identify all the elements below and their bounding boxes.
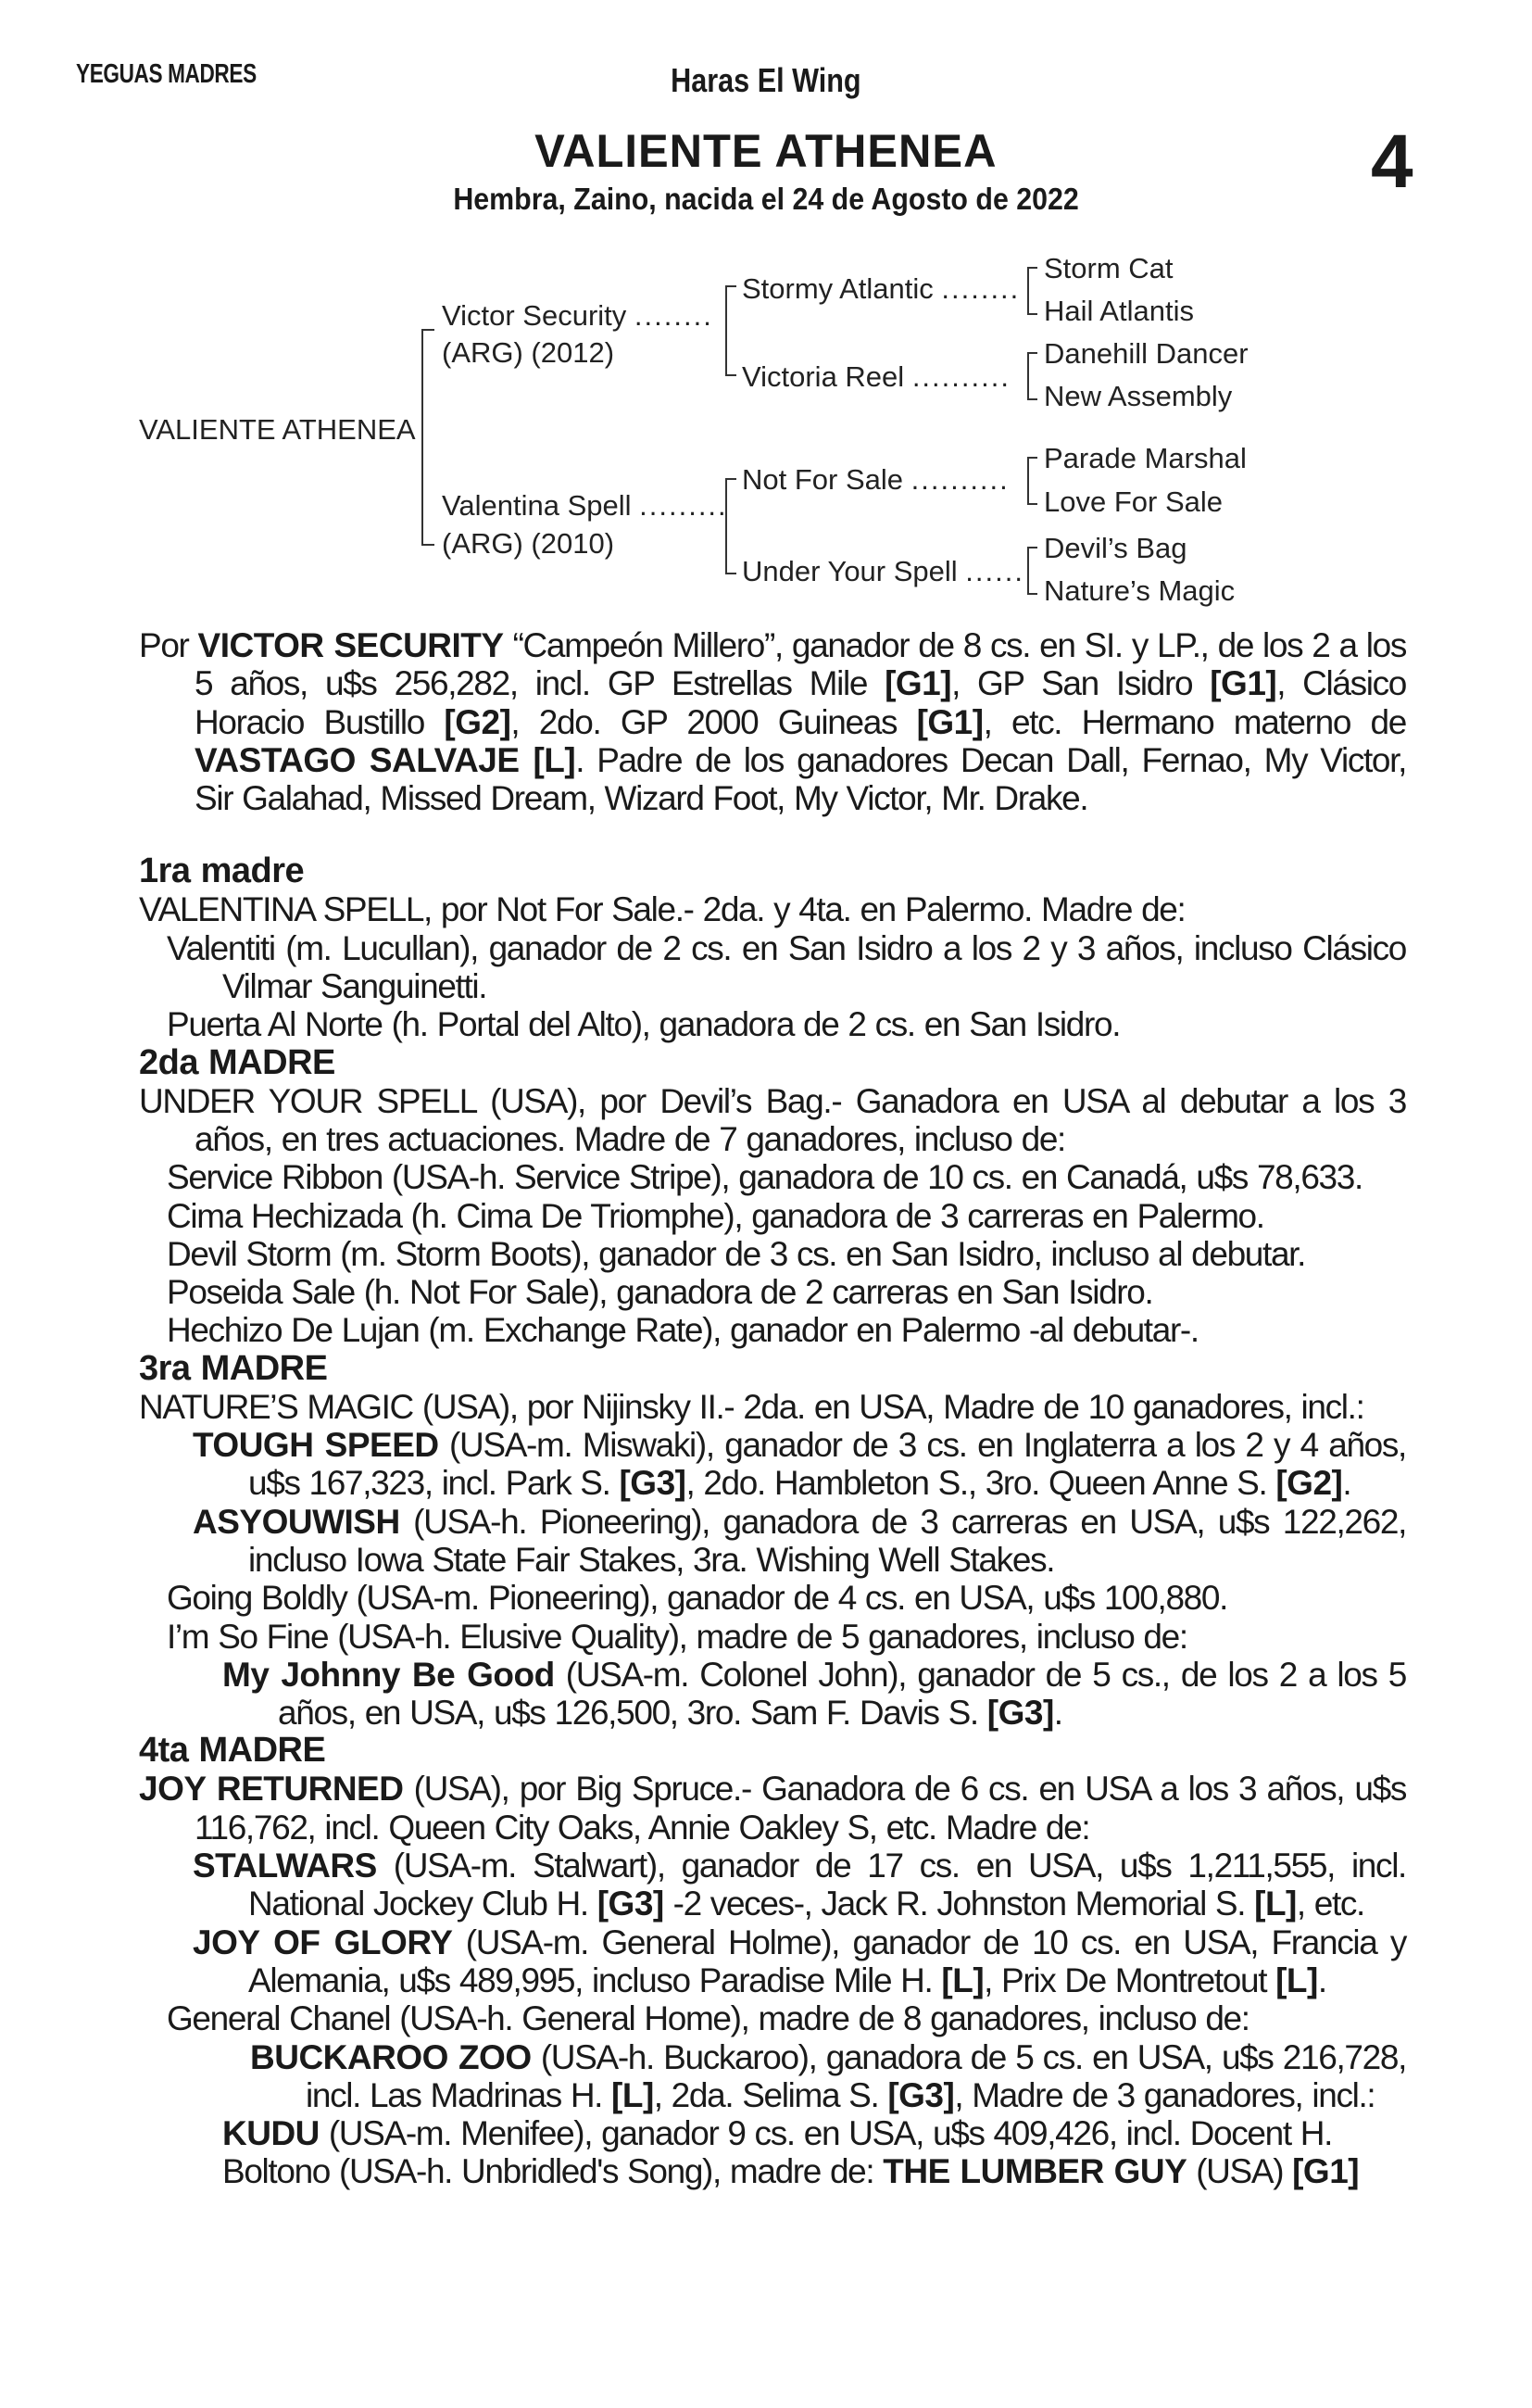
produce-name: TOUGH SPEED xyxy=(193,1426,439,1465)
sire-paragraph: Por VICTOR SECURITY “Campeón Millero”, ganador de 8 cs. en SI. y LP., de los 2 a los 5 años, u$s 256,282, incl. GP Estrellas Mile [G1], GP San Isidro [G1], Clásico Horacio Bustillo [G2], 2do. GP 2000 Guineas [G1], etc. Hermano materno de VASTAGO SALVAJE [L]. Padre de los ganadores Decan Dall, Fernao, My Victor, Sir Galahad, Missed Dream, Wizard Foot, My Victor, Mr. Drake. xyxy=(139,626,1407,818)
pedigree-bracket-gen3-2 xyxy=(1027,352,1037,400)
produce-name: THE LUMBER GUY xyxy=(883,2152,1187,2191)
produce-item: BUCKAROO ZOO (USA-h. Buckaroo), ganadora de 5 cs. en USA, u$s 216,728, incl. Las Madrinas H. [L], 2da. Selima S. [G3], Madre de 3 ganadores, incl.: xyxy=(250,2037,1406,2114)
produce-item: General Chanel (USA-h. General Home), madre de 8 ganadores, incluso de: xyxy=(167,1999,1249,2038)
catalog-body xyxy=(139,626,1406,2191)
grade-badge: [G1] xyxy=(1210,664,1277,703)
pedigree-sire-dam: Victoria Reel .......... xyxy=(742,360,1011,393)
produce-item: Valentiti (m. Lucullan), ganador de 2 cs. en San Isidro a los 2 y 3 años, incluso Clásico Vilmar Sanguinetti. xyxy=(167,928,1406,1006)
grade-badge: [G1] xyxy=(916,702,984,741)
produce-item: Service Ribbon (USA-h. Service Stripe), ganadora de 10 cs. en Canadá, u$s 78,633. xyxy=(167,1158,1362,1197)
pedigree-gen3-3: Danehill Dancer xyxy=(1044,337,1249,370)
pedigree-bracket-gen1 xyxy=(421,329,434,546)
produce-item: Hechizo De Lujan (m. Exchange Rate), ganador en Palermo -al debutar-. xyxy=(167,1311,1199,1350)
pedigree-sire-sire: Stormy Atlantic ........ xyxy=(742,272,1021,305)
grade-badge: [G1] xyxy=(1292,2152,1360,2191)
produce-item: My Johnny Be Good (USA-m. Colonel John), ganador de 5 cs., de los 2 a los 5 años, en USA, u$s 126,500, 3ro. Sam F. Davis S. [G3]. xyxy=(222,1655,1406,1733)
grade-badge: [G3] xyxy=(619,1464,686,1503)
pedigree-gen3-2: Hail Atlantis xyxy=(1044,295,1194,327)
horse-subtitle: Hembra, Zaino, nacida el 24 de Agosto de 2022 xyxy=(453,182,1079,216)
grade-badge: [G2] xyxy=(444,702,511,741)
grade-badge: [L] xyxy=(611,2075,654,2114)
produce-item: JOY OF GLORY (USA-m. General Holme), ganador de 10 cs. en USA, Francia y Alemania, u$s 489,995, incluso Paradise Mile H. [L], Prix De Montretout [L]. xyxy=(193,1923,1406,1999)
third-dam-intro: NATURE’S MAGIC (USA), por Nijinsky II.- 2da. en USA, Madre de 10 ganadores, incl.: xyxy=(139,1387,1364,1426)
pedigree-dam: Valentina Spell ......... xyxy=(442,489,728,522)
horse-name-title: VALIENTE ATHENEA xyxy=(534,125,998,177)
grade-badge: [L] xyxy=(1275,1960,1318,1999)
produce-item: ASYOUWISH (USA-h. Pioneering), ganadora de 3 carreras en USA, u$s 122,262, incluso Iowa State Fair Stakes, 3ra. Wishing Well Stakes. xyxy=(193,1502,1406,1579)
produce-item: TOUGH SPEED (USA-m. Miswaki), ganador de 3 cs. en Inglaterra a los 2 y 4 años, u$s 167,323, incl. Park S. [G3], 2do. Hambleton S., 3ro. Queen Anne S. [G2]. xyxy=(193,1426,1406,1503)
fourth-dam-intro: JOY RETURNED (USA), por Big Spruce.- Ganadora de 6 cs. en USA a los 3 años, u$s 116,762, incl. Queen City Oaks, Annie Oakley S, etc. Madre de: xyxy=(139,1770,1406,1847)
pedigree-dam-sire: Not For Sale .......... xyxy=(742,463,1010,496)
lot-number: 4 xyxy=(1371,120,1413,204)
section-label: YEGUAS MADRES xyxy=(76,59,257,89)
grade-badge: [L] xyxy=(941,1960,985,1999)
second-dam-intro: UNDER YOUR SPELL (USA), por Devil’s Bag.- Ganadora en USA al debutar a los 3 años, en tres actuaciones. Madre de 7 ganadores, incluso de: xyxy=(139,1081,1406,1158)
first-dam-intro: VALENTINA SPELL, por Not For Sale.- 2da. y 4ta. en Palermo. Madre de: xyxy=(139,890,1186,929)
haras-title: Haras El Wing xyxy=(671,61,861,99)
first-dam-heading: 1ra madre xyxy=(139,851,305,891)
grade-badge: [G2] xyxy=(1275,1464,1343,1503)
pedigree-bracket-gen3-1 xyxy=(1027,267,1037,315)
pedigree-bracket-sire xyxy=(725,285,736,376)
grade-badge: [G3] xyxy=(596,1885,664,1923)
pedigree-bracket-gen3-3 xyxy=(1027,457,1037,505)
produce-item: Puerta Al Norte (h. Portal del Alto), ganadora de 2 cs. en San Isidro. xyxy=(167,1005,1121,1044)
third-dam-heading: 3ra MADRE xyxy=(139,1348,328,1388)
produce-name: My Johnny Be Good xyxy=(222,1655,555,1694)
produce-item: Cima Hechizada (h. Cima De Triomphe), ganadora de 3 carreras en Palermo. xyxy=(167,1196,1264,1235)
grade-badge: [G3] xyxy=(986,1694,1054,1733)
pedigree-gen3-1: Storm Cat xyxy=(1044,252,1174,284)
pedigree-gen3-7: Devil’s Bag xyxy=(1044,532,1187,564)
sire-name: VICTOR SECURITY xyxy=(197,626,504,664)
pedigree-bracket-dam xyxy=(725,478,736,574)
second-dam-heading: 2da MADRE xyxy=(139,1042,335,1082)
produce-item: Going Boldly (USA-m. Pioneering), ganador de 4 cs. en USA, u$s 100,880. xyxy=(167,1579,1228,1618)
pedigree-gen3-6: Love For Sale xyxy=(1044,485,1223,518)
pedigree-gen3-5: Parade Marshal xyxy=(1044,442,1247,474)
produce-item: STALWARS (USA-m. Stalwart), ganador de 17 cs. en USA, u$s 1,211,555, incl. National Jockey Club H. [G3] -2 veces-, Jack R. Johnston Memorial S. [L], etc. xyxy=(193,1847,1406,1923)
produce-item: Boltono (USA-h. Unbridled's Song), madre de: THE LUMBER GUY (USA) [G1] xyxy=(222,2152,1360,2191)
pedigree-dam-dam: Under Your Spell ...... xyxy=(742,555,1024,587)
produce-name: BUCKAROO ZOO xyxy=(250,2037,532,2076)
dam-name: JOY RETURNED xyxy=(139,1770,404,1809)
produce-name: STALWARS xyxy=(193,1847,377,1885)
pedigree-gen3-4: New Assembly xyxy=(1044,380,1233,412)
produce-item: Devil Storm (m. Storm Boots), ganador de 3 cs. en San Isidro, incluso al debutar. xyxy=(167,1234,1306,1273)
pedigree-bracket-gen3-4 xyxy=(1027,547,1037,595)
grade-badge: [L] xyxy=(1254,1885,1297,1923)
pedigree-sire: Victor Security ........ xyxy=(442,299,713,332)
pedigree-gen3-8: Nature’s Magic xyxy=(1044,574,1236,607)
pedigree-subject: VALIENTE ATHENEA xyxy=(139,413,416,446)
brother-name: VASTAGO SALVAJE [L] xyxy=(195,740,576,779)
produce-name: JOY OF GLORY xyxy=(193,1923,453,1961)
produce-name: ASYOUWISH xyxy=(193,1502,400,1541)
produce-name: KUDU xyxy=(222,2114,320,2153)
fourth-dam-heading: 4ta MADRE xyxy=(139,1731,326,1771)
produce-item: Poseida Sale (h. Not For Sale), ganadora de 2 carreras en San Isidro. xyxy=(167,1273,1153,1312)
produce-item: KUDU (USA-m. Menifee), ganador 9 cs. en USA, u$s 409,426, incl. Docent H. xyxy=(222,2114,1333,2153)
pedigree-sire-detail: (ARG) (2012) xyxy=(442,336,615,369)
grade-badge: [G3] xyxy=(887,2075,955,2114)
grade-badge: [G1] xyxy=(885,664,952,703)
produce-item: I’m So Fine (USA-h. Elusive Quality), madre de 5 ganadores, incluso de: xyxy=(167,1617,1187,1656)
pedigree-dam-detail: (ARG) (2010) xyxy=(442,527,615,560)
